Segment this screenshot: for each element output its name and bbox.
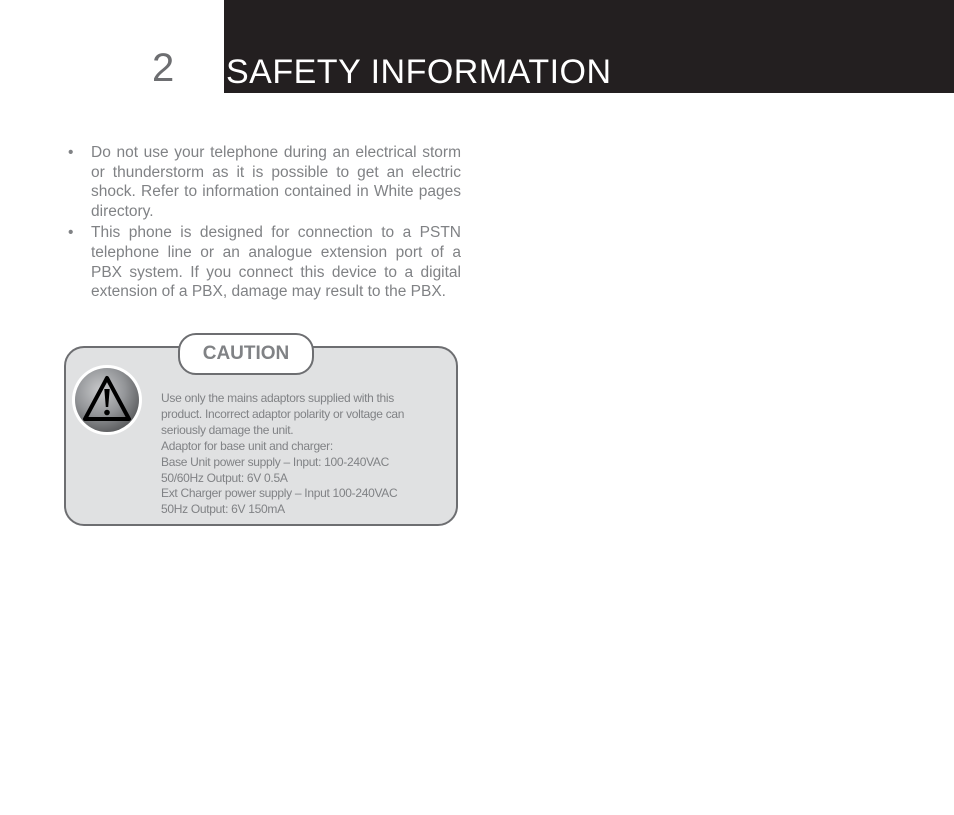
caution-line: Base Unit power supply – Input: 100-240VAC (161, 454, 389, 469)
caution-line: product. Incorrect adaptor polarity or voltage can (161, 406, 405, 421)
caution-line: 50Hz Output: 6V 150mA (161, 502, 285, 517)
page-title: SAFETY INFORMATION (226, 53, 612, 91)
caution-line: seriously damage the unit. (161, 422, 294, 437)
caution-line: 50/60Hz Output: 6V 0.5A (161, 470, 288, 485)
caution-text (161, 391, 446, 518)
list-item (68, 223, 461, 301)
caution-line: Ext Charger power supply – Input 100-240VAC (161, 486, 398, 501)
caution-tab (178, 333, 314, 375)
bullet-marker: • (68, 144, 74, 161)
safety-bullet-list (68, 143, 461, 304)
bullet-text: This phone is designed for connection to a PSTN telephone line or an analogue extension port of a PBX system. If you connect this device to a digital extension of a PBX, damage may result to the PBX. (91, 224, 461, 301)
caution-line: Adaptor for base unit and charger: (161, 438, 333, 453)
bullet-marker: • (68, 224, 74, 242)
section-number: 2 (152, 46, 175, 90)
bullet-text: Do not use your telephone during an electrical storm or thunderstorm as it is possible to get an electric shock. Refer to information contained in White pages directory. (91, 144, 461, 220)
caution-line: Use only the mains adaptors supplied with this (161, 391, 394, 405)
caution-label: CAUTION (202, 343, 290, 364)
list-item (68, 143, 461, 221)
warning-triangle-icon (71, 364, 143, 436)
